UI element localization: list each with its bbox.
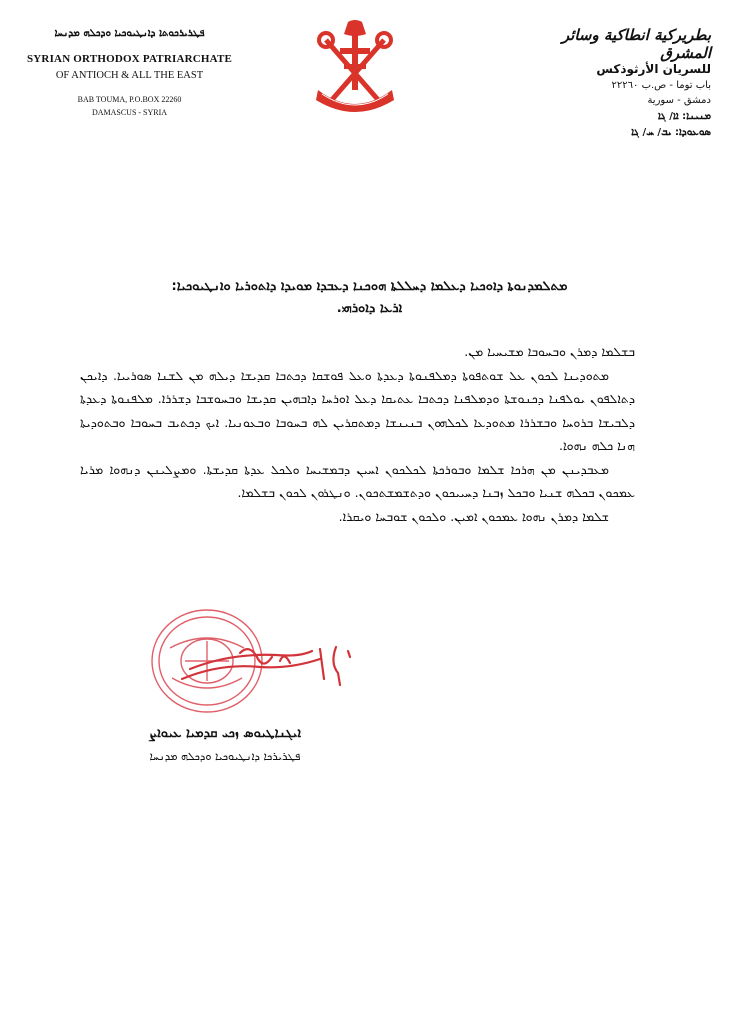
signatory-name: ܐܝܓܢܐܛܝܘܣ ܙܟܝ ܩܕܡܝܐ ܥܝܘܐܨ (148, 726, 302, 741)
arabic-address-line-2: دمشق - سورية (647, 95, 711, 106)
letter-title-line-1: ܡܬܠܡܕܢܘܬܐ ܕܐܘܟܝܐ ܕܥܠܡܐ ܕܚܠܠܬܐ ܗܘܟܢܐ ܕܥܒܕܐ ܡܘܝܕܐ ܕܐܬܘܪܝܐ ܘܐܢܛܝܘܟܝܐ: (171, 279, 568, 294)
signatory-role: ܦܛܪܝܪܟܐ ܕܐܢܛܝܘܟܝܐ ܘܕܟܠܗ ܡܕܢܚܐ (149, 750, 301, 763)
letterhead-left (22, 28, 237, 117)
letterhead-right (521, 26, 711, 138)
arabic-calligraphy-subtitle: للسريان الأرثوذكس (596, 62, 711, 76)
patriarchate-emblem-icon (314, 20, 396, 116)
reference-number: ܡܢܝܢܐ: ܐܐ/ ܓܐ (657, 111, 711, 122)
handwritten-signature (180, 633, 360, 693)
letter-body (80, 340, 635, 528)
letter-title (80, 276, 659, 320)
reference-date: ܣܘܥܘܕܐ: ܝܒ/ ܚ/ ܓܐ (631, 127, 711, 138)
address-line-1: BAB TOUMA, P.O.BOX 22260 (77, 95, 182, 104)
letter-paragraph-1: ܡܬܘܕܝܢܐ ܠܟܘܢ ܥܠ ܫܘܬܦܘܬܐ ܕܡܠܦܢܘܬܐ ܕܥܕܬܐ ܘܥܠ ܦܘܫܩܐ ܕܟܬܒܐ ܩܕܝܫܐ ܕܝܠܗ ܡܢ ܠܫܢܐ ܣܘܪܝܝܐ. ܕܐܝܟܢ ܕܬܐܠܦܘܢ ܝܘܠܦܢܐ ܕܟܢܘܫܬܐ ܘܕܡܠܦܢܐ ܕܟܬܒܐ ܥܬܝܩܐ ܕܥܠ ܐܘܪܚܐ ܕܐܒܗܝܢ ܩܕܝܫܐ ܘܒܚܘܫܒܐ ܕܫܪܪܐ. ܡܠܦܢܘܬܐ ܕܥܕܬܐ ܕܠܒܝܫܐ ܒܪܘܚܐ ܘܒܫܪܪܐ ܡܬܘܕܥܐ ܠܟܠܗܘܢ ܒܢܝܢܫܐ ܕܡܬܩܪܝܢ ܠܗ ܒܚܘܒܐ ܘܒܥܘܢܝܐ. ܐܝܟ ܕܟܬܝܒ ܒܚܘܒܐ ܘܒܬܘܕܝܬܐ ܗܢܐ ܟܠܗ ܢܗܘܐ. (80, 367, 635, 453)
letter-title-line-2: ܐܪܥܐ ܕܐܘܪܗܝ. (336, 301, 403, 316)
letter-salutation: ܒܫܠܡܐ ܕܡܪܢ ܘܒܚܘܒܐ ܡܫܝܚܝܐ ܡܢ. (464, 344, 635, 359)
org-subtitle: OF ANTIOCH & ALL THE EAST (55, 70, 204, 81)
address-line-2: DAMASCUS - SYRIA (91, 108, 168, 117)
letter-paragraph-3: ܫܠܡܐ ܕܡܪܢ ܢܗܘܐ ܥܡܟܘܢ ܐܡܝܢ. ܘܠܟܘܢ ܫܘܒܚܐ ܘܝܩܪܐ. (338, 508, 609, 524)
signature-block (80, 726, 370, 764)
org-name: SYRIAN ORTHODOX PATRIARCHATE (26, 53, 233, 65)
letter-paragraph-2: ܡܥܒܕܝܢܢ ܡܢ ܗܪܟܐ ܫܠܡܐ ܘܒܘܪܟܬܐ ܠܟܠܟܘܢ ܐܚܝܢ ܕܒܡܫܝܚܐ ܘܠܟܠ ܥܕܬܐ ܩܕܝܫܬܐ. ܘܡܨܠܝܢܢ ܕܢܗܘܐ ܡܪܝܐ ܥܡܟܘܢ ܒܟܠܗ ܫܢܝܐ ܘܒܟܠ ܙܒܢܐ ܕܚܝܝܟܘܢ ܘܕܬܫܡܫܬܟܘܢ. ܘܢܛܪܘܢ ܠܟܘܢ ܒܫܠܡܐ. (80, 461, 635, 500)
letterhead-syriac-title: ܦܛܪܝܪܟܘܬܐ ܕܐܢܛܝܘܟܝܐ ܘܕܟܠܗ ܡܕܢܚܐ (54, 28, 205, 39)
arabic-address-line-1: باب توما - ص.ب ٢٢٢٦٠ (611, 80, 711, 91)
arabic-calligraphy-title: بطريركية انطاكية وسائر المشرق (561, 26, 711, 62)
